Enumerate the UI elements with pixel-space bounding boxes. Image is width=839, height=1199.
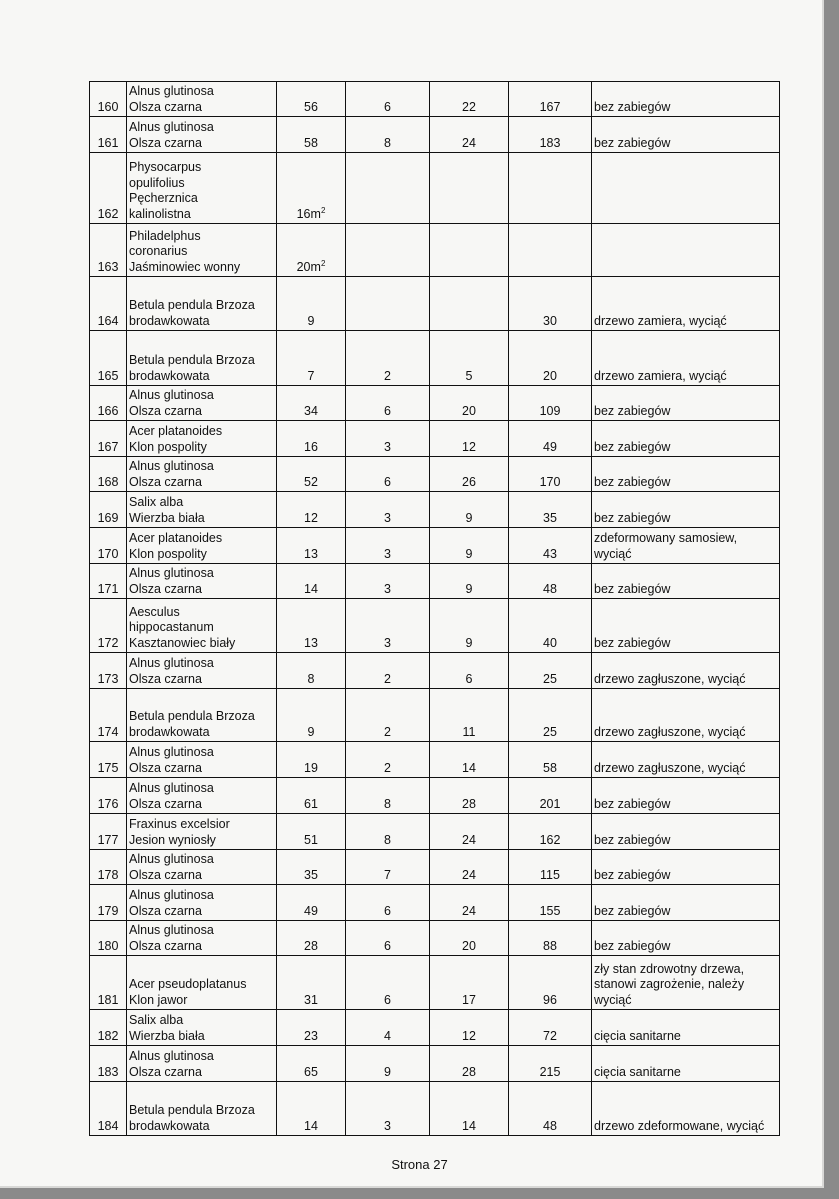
cell-a: 14 (277, 1082, 346, 1136)
table-row (90, 814, 780, 850)
cell-d: 35 (509, 492, 592, 528)
cell-nr: 173 (90, 653, 127, 689)
cell-nr: 177 (90, 814, 127, 850)
cell-c: 22 (430, 82, 509, 117)
table-row (90, 742, 780, 778)
cell-a: 28 (277, 921, 346, 956)
cell-nr: 167 (90, 421, 127, 457)
cell-c: 9 (430, 528, 509, 564)
cell-d: 48 (509, 564, 592, 599)
table-row (90, 956, 780, 1010)
cell-c: 14 (430, 1082, 509, 1136)
cell-b: 7 (346, 850, 430, 885)
cell-b: 4 (346, 1010, 430, 1046)
cell-a: 51 (277, 814, 346, 850)
table-row (90, 331, 780, 386)
cell-d: 20 (509, 331, 592, 386)
cell-a: 23 (277, 1010, 346, 1046)
cell-nr: 166 (90, 386, 127, 421)
cell-nr: 169 (90, 492, 127, 528)
table-row (90, 492, 780, 528)
cell-d: 25 (509, 689, 592, 742)
cell-e: drzewo zdeformowane, wyciąć (592, 1082, 780, 1136)
cell-c: 14 (430, 742, 509, 778)
cell-b: 2 (346, 689, 430, 742)
cell-e: bez zabiegów (592, 421, 780, 457)
cell-e: bez zabiegów (592, 564, 780, 599)
cell-name: Betula pendula Brzoza brodawkowata (127, 331, 277, 386)
cell-name: Alnus glutinosa Olsza czarna (127, 457, 277, 492)
cell-a: 13 (277, 599, 346, 653)
cell-name: Philadelphus coronarius Jaśminowiec wonny (127, 224, 277, 277)
cell-d: 109 (509, 386, 592, 421)
cell-a: 56 (277, 82, 346, 117)
cell-nr: 178 (90, 850, 127, 885)
cell-name: Alnus glutinosa Olsza czarna (127, 921, 277, 956)
cell-c: 17 (430, 956, 509, 1010)
cell-b: 3 (346, 599, 430, 653)
cell-b: 6 (346, 457, 430, 492)
table-row (90, 528, 780, 564)
table-row (90, 599, 780, 653)
cell-c: 26 (430, 457, 509, 492)
table-row (90, 921, 780, 956)
cell-e: drzewo zamiera, wyciąć (592, 277, 780, 331)
cell-d: 43 (509, 528, 592, 564)
table-row (90, 689, 780, 742)
cell-nr: 162 (90, 153, 127, 224)
cell-b (346, 224, 430, 277)
table-row (90, 153, 780, 224)
unit-exponent: 2 (320, 205, 326, 215)
cell-c (430, 277, 509, 331)
table-row (90, 421, 780, 457)
cell-b: 8 (346, 778, 430, 814)
cell-d: 30 (509, 277, 592, 331)
cell-d: 96 (509, 956, 592, 1010)
cell-nr: 165 (90, 331, 127, 386)
cell-c: 20 (430, 386, 509, 421)
cell-b: 6 (346, 885, 430, 921)
table-row (90, 885, 780, 921)
cell-name: Alnus glutinosa Olsza czarna (127, 742, 277, 778)
cell-c: 9 (430, 564, 509, 599)
cell-b: 2 (346, 653, 430, 689)
cell-c: 28 (430, 778, 509, 814)
cell-e (592, 224, 780, 277)
cell-name: Acer pseudoplatanus Klon jawor (127, 956, 277, 1010)
cell-c: 28 (430, 1046, 509, 1082)
cell-d: 155 (509, 885, 592, 921)
cell-e: zły stan zdrowotny drzewa, stanowi zagrożenie, należy wyciąć (592, 956, 780, 1010)
table-row (90, 850, 780, 885)
cell-b: 3 (346, 1082, 430, 1136)
cell-d (509, 153, 592, 224)
cell-e: bez zabiegów (592, 814, 780, 850)
cell-b: 8 (346, 814, 430, 850)
cell-a (277, 224, 346, 277)
cell-c (430, 153, 509, 224)
cell-name: Alnus glutinosa Olsza czarna (127, 885, 277, 921)
cell-c: 5 (430, 331, 509, 386)
cell-e: bez zabiegów (592, 850, 780, 885)
cell-nr: 175 (90, 742, 127, 778)
cell-c: 12 (430, 421, 509, 457)
table-row (90, 386, 780, 421)
cell-d: 40 (509, 599, 592, 653)
cell-a: 52 (277, 457, 346, 492)
cell-c: 12 (430, 1010, 509, 1046)
cell-e: bez zabiegów (592, 82, 780, 117)
cell-d: 115 (509, 850, 592, 885)
cell-name: Betula pendula Brzoza brodawkowata (127, 1082, 277, 1136)
cell-d: 25 (509, 653, 592, 689)
cell-name: Alnus glutinosa Olsza czarna (127, 850, 277, 885)
cell-nr: 183 (90, 1046, 127, 1082)
cell-d: 88 (509, 921, 592, 956)
cell-a: 35 (277, 850, 346, 885)
cell-d: 215 (509, 1046, 592, 1082)
cell-c (430, 224, 509, 277)
cell-a: 14 (277, 564, 346, 599)
cell-a: 8 (277, 653, 346, 689)
table-row (90, 224, 780, 277)
cell-e: bez zabiegów (592, 921, 780, 956)
cell-e (592, 153, 780, 224)
cell-name: Aesculus hippocastanum Kasztanowiec biały (127, 599, 277, 653)
cell-a: 31 (277, 956, 346, 1010)
cell-nr: 172 (90, 599, 127, 653)
cell-e: cięcia sanitarne (592, 1046, 780, 1082)
cell-e: bez zabiegów (592, 386, 780, 421)
cell-e: bez zabiegów (592, 885, 780, 921)
cell-c: 24 (430, 814, 509, 850)
cell-name: Salix alba Wierzba biała (127, 1010, 277, 1046)
cell-c: 9 (430, 599, 509, 653)
cell-b: 3 (346, 528, 430, 564)
cell-nr: 179 (90, 885, 127, 921)
area-value: 16m (296, 206, 321, 221)
cell-a: 19 (277, 742, 346, 778)
cell-b: 6 (346, 956, 430, 1010)
table-row (90, 277, 780, 331)
cell-a: 65 (277, 1046, 346, 1082)
cell-name: Salix alba Wierzba biała (127, 492, 277, 528)
cell-a: 7 (277, 331, 346, 386)
cell-name: Alnus glutinosa Olsza czarna (127, 82, 277, 117)
cell-nr: 184 (90, 1082, 127, 1136)
cell-d: 48 (509, 1082, 592, 1136)
cell-b: 6 (346, 82, 430, 117)
cell-a (277, 153, 346, 224)
cell-a: 34 (277, 386, 346, 421)
cell-nr: 182 (90, 1010, 127, 1046)
cell-e: drzewo zamiera, wyciąć (592, 331, 780, 386)
cell-name: Alnus glutinosa Olsza czarna (127, 1046, 277, 1082)
cell-a: 16 (277, 421, 346, 457)
cell-d: 183 (509, 117, 592, 153)
cell-name: Alnus glutinosa Olsza czarna (127, 778, 277, 814)
page-number: Strona 27 (391, 1157, 448, 1172)
unit-exponent: 2 (320, 258, 326, 268)
table-row (90, 1082, 780, 1136)
area-value: 20m (296, 259, 321, 274)
table-row (90, 1046, 780, 1082)
cell-e: bez zabiegów (592, 117, 780, 153)
cell-c: 24 (430, 117, 509, 153)
cell-nr: 171 (90, 564, 127, 599)
table-row (90, 117, 780, 153)
cell-c: 24 (430, 885, 509, 921)
cell-name: Acer platanoides Klon pospolity (127, 421, 277, 457)
cell-d: 170 (509, 457, 592, 492)
cell-nr: 176 (90, 778, 127, 814)
cell-nr: 181 (90, 956, 127, 1010)
cell-a: 13 (277, 528, 346, 564)
cell-e: bez zabiegów (592, 599, 780, 653)
cell-b: 6 (346, 386, 430, 421)
cell-e: bez zabiegów (592, 457, 780, 492)
cell-b (346, 277, 430, 331)
cell-name: Betula pendula Brzoza brodawkowata (127, 277, 277, 331)
cell-b: 6 (346, 921, 430, 956)
cell-a: 12 (277, 492, 346, 528)
cell-d: 72 (509, 1010, 592, 1046)
cell-a: 49 (277, 885, 346, 921)
cell-name: Fraxinus excelsior Jesion wyniosły (127, 814, 277, 850)
table-row (90, 1010, 780, 1046)
cell-a: 58 (277, 117, 346, 153)
cell-b: 8 (346, 117, 430, 153)
cell-name: Alnus glutinosa Olsza czarna (127, 564, 277, 599)
cell-e: bez zabiegów (592, 492, 780, 528)
cell-nr: 174 (90, 689, 127, 742)
cell-c: 11 (430, 689, 509, 742)
cell-name: Betula pendula Brzoza brodawkowata (127, 689, 277, 742)
cell-name: Alnus glutinosa Olsza czarna (127, 117, 277, 153)
cell-b: 2 (346, 331, 430, 386)
table-row (90, 653, 780, 689)
cell-d: 201 (509, 778, 592, 814)
cell-a: 9 (277, 689, 346, 742)
cell-b (346, 153, 430, 224)
table-row (90, 457, 780, 492)
cell-name: Alnus glutinosa Olsza czarna (127, 653, 277, 689)
cell-c: 9 (430, 492, 509, 528)
cell-nr: 180 (90, 921, 127, 956)
cell-name: Physocarpus opulifolius Pęcherznica kalinolistna (127, 153, 277, 224)
table-row (90, 82, 780, 117)
cell-c: 6 (430, 653, 509, 689)
cell-nr: 170 (90, 528, 127, 564)
cell-d (509, 224, 592, 277)
cell-name: Alnus glutinosa Olsza czarna (127, 386, 277, 421)
cell-a: 9 (277, 277, 346, 331)
tree-inventory-table (89, 81, 780, 1136)
cell-nr: 160 (90, 82, 127, 117)
cell-d: 58 (509, 742, 592, 778)
cell-nr: 161 (90, 117, 127, 153)
cell-e: bez zabiegów (592, 778, 780, 814)
table-row (90, 564, 780, 599)
cell-nr: 164 (90, 277, 127, 331)
cell-b: 3 (346, 492, 430, 528)
cell-e: drzewo zagłuszone, wyciąć (592, 653, 780, 689)
cell-nr: 163 (90, 224, 127, 277)
cell-name: Acer platanoides Klon pospolity (127, 528, 277, 564)
cell-b: 3 (346, 421, 430, 457)
cell-e: drzewo zagłuszone, wyciąć (592, 689, 780, 742)
cell-d: 49 (509, 421, 592, 457)
cell-e: zdeformowany samosiew, wyciąć (592, 528, 780, 564)
cell-nr: 168 (90, 457, 127, 492)
cell-c: 20 (430, 921, 509, 956)
cell-b: 3 (346, 564, 430, 599)
cell-d: 162 (509, 814, 592, 850)
cell-d: 167 (509, 82, 592, 117)
cell-e: drzewo zagłuszone, wyciąć (592, 742, 780, 778)
cell-b: 9 (346, 1046, 430, 1082)
table-row (90, 778, 780, 814)
cell-b: 2 (346, 742, 430, 778)
cell-a: 61 (277, 778, 346, 814)
cell-c: 24 (430, 850, 509, 885)
cell-e: cięcia sanitarne (592, 1010, 780, 1046)
